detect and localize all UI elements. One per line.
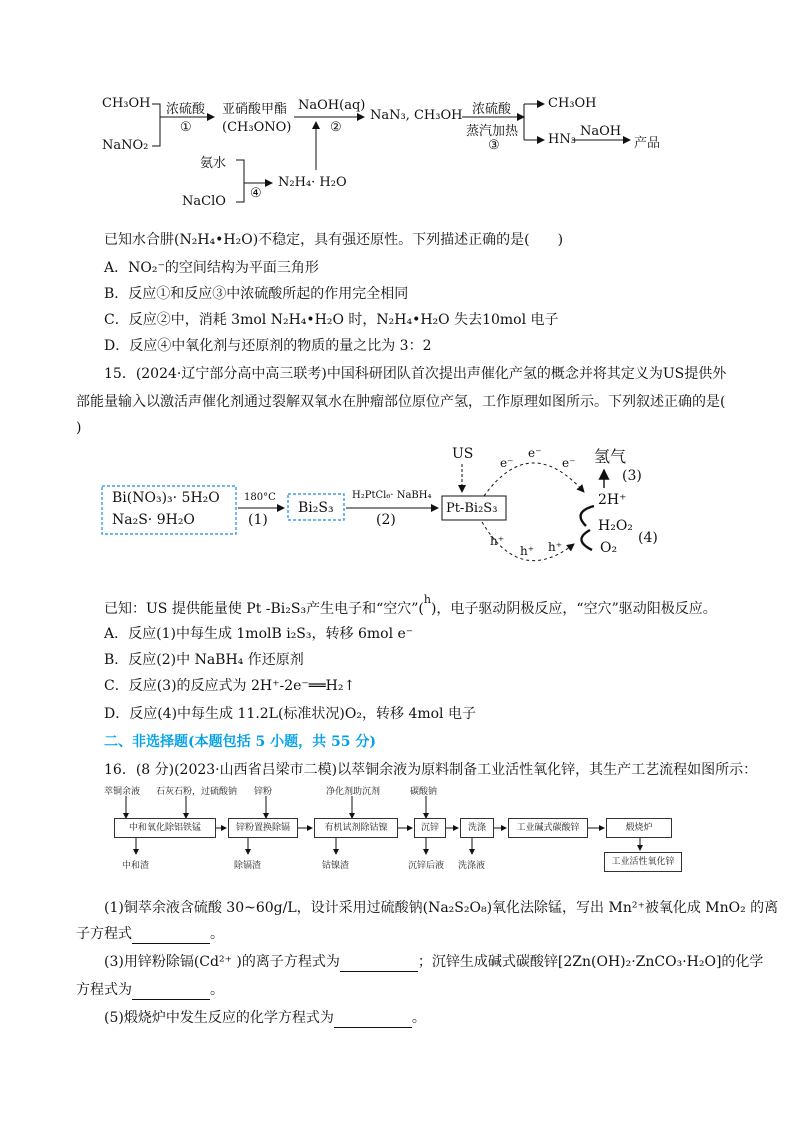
naoh-label: NaOH	[580, 124, 622, 139]
two-h-plus: 2H⁺	[598, 492, 627, 508]
electron-label-1: e⁻	[500, 456, 514, 470]
q15-stem-line3: )	[76, 420, 82, 436]
output-cobalt-nickel-slag: 钴镍渣	[322, 861, 350, 871]
answer-blank-3[interactable]	[132, 985, 210, 1000]
naoh-aq-label: NaOH(aq)	[298, 98, 366, 113]
hole-label-1: h⁺	[490, 534, 505, 548]
input-limestone-persulfate: 石灰石粉，过硫酸钠	[156, 787, 238, 797]
q15-stem-line1: 15．(2024·辽宁部分高中高三联考)中国科研团队首次提出声催化产氢的概念并将其定义为US提供外	[104, 366, 727, 382]
pt-bi2s3-box-label: Pt-Bi₂S₃	[446, 501, 498, 516]
temperature-label: 180°C	[244, 492, 276, 503]
step-3-marker: (3)	[622, 468, 642, 484]
q16-part1-label: 子方程式	[76, 926, 132, 942]
q14-option-c: C．反应②中，消耗 3mol N₂H₄•H₂O 时，N₂H₄•H₂O 失去10mol 电子	[104, 312, 559, 328]
step-washing: 洗涤	[460, 818, 494, 838]
step-1-marker: (1)	[248, 512, 268, 528]
us-label: US	[452, 446, 474, 462]
input-zinc-powder: 锌粉	[254, 787, 273, 797]
q15-stem-line2: 部能量输入以激活声催化剂通过裂解双氧水在肿瘤部位原位产氢，工作原理如图所示。下列叙述正确的是(	[76, 394, 726, 410]
nano2-reactant: NaNO₂	[102, 138, 149, 153]
step-1-label: ①	[180, 120, 192, 135]
bi2s3-box-label: Bi₂S₃	[298, 500, 334, 516]
q15-option-c: C．反应(3)的反应式为 2H⁺-2e⁻══H₂↑	[104, 678, 356, 694]
q16-part1-line1: (1)铜萃余液含硫酸 30~60g/L，设计采用过硫酸钠(Na₂S₂O₈)氧化法除锰，写出 Mn²⁺被氧化成 MnO₂ 的离	[104, 900, 779, 916]
product-basic-zinc-carbonate: 工业碱式碳酸锌	[508, 818, 588, 838]
step-4-label: ④	[250, 186, 262, 201]
q16-part3-mid: ；沉锌生成碱式碳酸锌[2Zn(OH)₂·ZnCO₃·H₂O]的化学	[417, 954, 764, 970]
section-2-heading: 二、非选择题(本题包括 5 小题，共 55 分)	[104, 734, 376, 750]
input-raffinate: 萃铜余液	[104, 787, 141, 797]
output-neutralization-slag: 中和渣	[122, 861, 150, 871]
q15-option-d: D．反应(4)中每生成 11.2L(标准状况)O₂，转移 4mol 电子	[104, 706, 476, 722]
ammonia-label: 氨水	[200, 156, 227, 171]
q15-option-b: B．反应(2)中 NaBH₄ 作还原剂	[104, 652, 304, 668]
output-cadmium-slag: 除镉渣	[234, 861, 262, 871]
input-purifying-agent: 净化剂助沉剂	[326, 787, 381, 797]
conc-sulfuric-acid-label: 浓硫酸	[166, 102, 206, 117]
step-calcining-furnace: 煅烧炉	[606, 818, 672, 838]
output-post-precipitation-liquid: 沉锌后液	[408, 861, 445, 871]
q16-part1-line2	[76, 924, 224, 944]
h2o2-label: H₂O₂	[598, 518, 633, 534]
step-4-marker: (4)	[638, 530, 658, 546]
q14-option-a: A．NO₂⁻的空间结构为平面三角形	[104, 260, 319, 276]
hole-symbol: h	[423, 593, 431, 606]
q14-stem: 已知水合肼(N₂H₄•H₂O)不稳定，具有强还原性。下列描述正确的是( )	[104, 232, 564, 248]
reagent-label: H₂PtCl₆· NaBH₄	[352, 490, 432, 501]
output-washing-liquid: 洗涤液	[458, 861, 486, 871]
ch3oh-output: CH₃OH	[548, 96, 597, 111]
nan3-products: NaN₃, CH₃OH	[370, 108, 463, 123]
hole-label-3: h⁺	[548, 540, 563, 554]
q16-stem: 16．(8 分)(2023·山西省吕梁市二模)以萃铜余液为原料制备工业活性氧化锌，其生产工艺流程如图所示：	[104, 762, 758, 778]
product-active-zinc-oxide: 工业活性氧化锌	[604, 852, 682, 872]
step-zinc-replace-cadmium: 锌粉置换除镉	[228, 818, 298, 838]
steam-heat-label: 蒸汽加热	[466, 124, 519, 139]
q16-part3-end: 。	[210, 982, 224, 998]
step-precipitate-zinc: 沉锌	[414, 818, 446, 838]
answer-blank-1[interactable]	[132, 929, 210, 944]
step-neutralize-oxidize: 中和氧化除铝铁锰	[114, 818, 216, 838]
q14-option-d: D．反应④中氧化剂与还原剂的物质的量之比为 3：2	[104, 338, 432, 354]
hydrazine-hydrate: N₂H₄· H₂O	[278, 175, 347, 190]
conc-sulfuric-acid-label-2: 浓硫酸	[472, 102, 512, 117]
bi-nitrate-reactant: Bi(NO₃)₃· 5H₂O	[112, 490, 220, 506]
hn3-output: HN₃	[548, 132, 576, 147]
q15-known-part2: )，电子驱动阴极反应，“空穴”驱动阳极反应。	[430, 601, 717, 617]
methyl-nitrite-formula: (CH₃ONO)	[222, 120, 292, 135]
input-sodium-carbonate: 碳酸钠	[410, 787, 438, 797]
step-2-label: ②	[330, 120, 342, 135]
answer-blank-4[interactable]	[334, 1013, 412, 1028]
methyl-nitrite: 亚硝酸甲酯	[222, 102, 288, 117]
q16-part3-line2	[76, 980, 224, 1000]
q16-part5-end: 。	[411, 1010, 426, 1026]
hole-label-2: h⁺	[520, 544, 535, 558]
o2-label: O₂	[600, 540, 618, 556]
electron-label-2: e⁻	[528, 446, 542, 460]
answer-blank-2[interactable]	[340, 957, 418, 972]
sodium-sulfide-reactant: Na₂S· 9H₂O	[112, 512, 195, 528]
naclo-label: NaClO	[182, 194, 226, 209]
q16-part3-line1	[104, 952, 763, 972]
q16-part3-label2: 方程式为	[76, 982, 132, 998]
step-remove-cobalt-nickel: 有机试剂除钴镍	[314, 818, 398, 838]
electron-label-3: e⁻	[562, 456, 576, 470]
hydrogen-gas-label: 氢气	[594, 447, 627, 466]
q15-option-a: A．反应(1)中每生成 1molB i₂S₃，转移 6mol e⁻	[104, 626, 414, 642]
q16-part3-label: (3)用锌粉除镉(Cd²⁺ )的离子方程式为	[104, 954, 340, 970]
q16-part1-end: 。	[210, 926, 224, 942]
q15-known-part1: 已知：US 提供能量使 Pt -Bi₂S₃产生电子和“空穴”(	[104, 601, 424, 617]
step-2-marker: (2)	[376, 512, 396, 528]
q14-option-b: B．反应①和反应③中浓硫酸所起的作用完全相同	[104, 286, 409, 302]
product-label: 产品	[634, 136, 661, 151]
q16-part5	[104, 1008, 426, 1028]
q16-part5-label: (5)煅烧炉中发生反应的化学方程式为	[104, 1010, 334, 1026]
step-3-label: ③	[488, 138, 500, 153]
ch3oh-reactant: CH₃OH	[102, 96, 151, 111]
q15-known-info	[104, 590, 717, 619]
